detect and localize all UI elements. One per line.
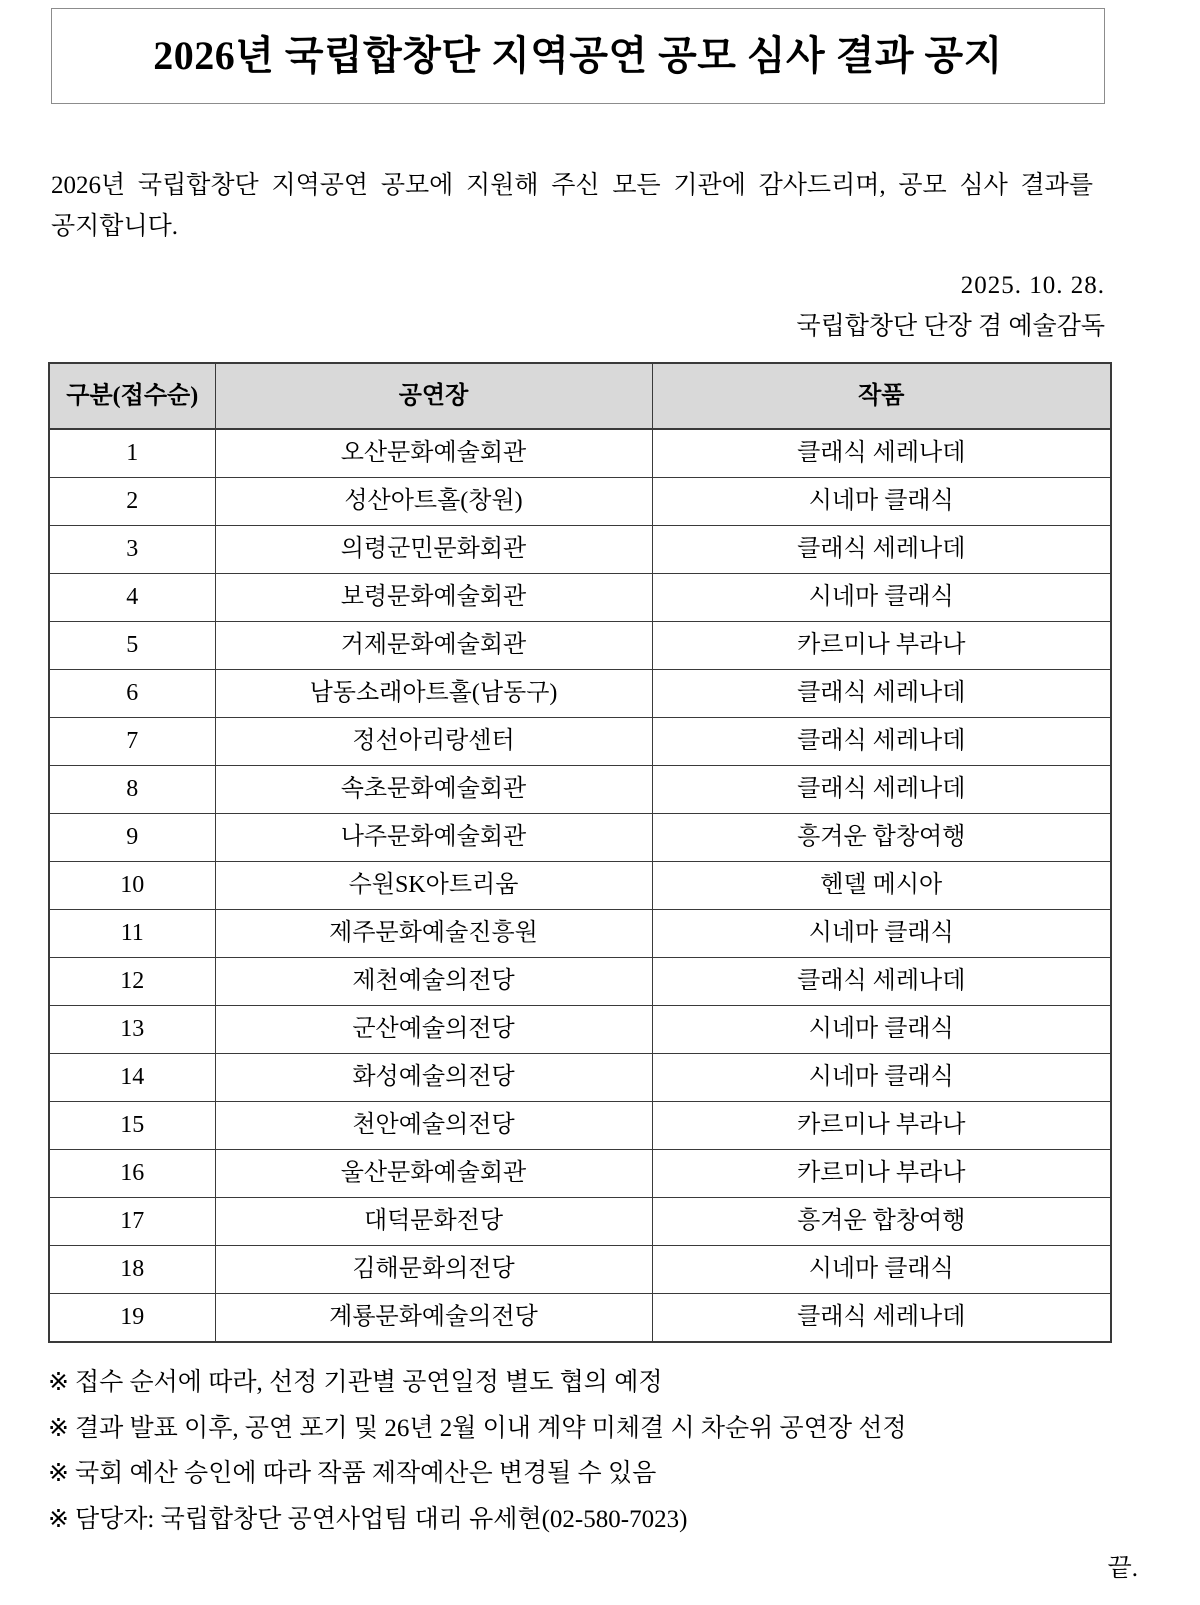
table-row bbox=[49, 1246, 1111, 1294]
table-row bbox=[49, 718, 1111, 766]
cell-no: 12 bbox=[49, 958, 215, 1006]
table-row bbox=[49, 1150, 1111, 1198]
note-bullet-icon: ※ bbox=[48, 1369, 69, 1396]
selection-result-table bbox=[48, 362, 1112, 1343]
cell-work: 카르미나 부라나 bbox=[652, 622, 1111, 670]
cell-work: 클래식 세레나데 bbox=[652, 429, 1111, 478]
cell-no: 2 bbox=[49, 478, 215, 526]
note-item bbox=[48, 1451, 1108, 1497]
cell-no: 19 bbox=[49, 1294, 215, 1343]
cell-work: 클래식 세레나데 bbox=[652, 766, 1111, 814]
cell-work: 클래식 세레나데 bbox=[652, 718, 1111, 766]
column-header-venue: 공연장 bbox=[215, 363, 652, 429]
cell-venue: 김해문화의전당 bbox=[215, 1246, 652, 1294]
cell-no: 1 bbox=[49, 429, 215, 478]
cell-no: 5 bbox=[49, 622, 215, 670]
note-bullet-icon: ※ bbox=[48, 1505, 69, 1533]
cell-work: 시네마 클래식 bbox=[652, 574, 1111, 622]
end-mark: 끝. bbox=[1107, 1555, 1138, 1582]
cell-work: 흥겨운 합창여행 bbox=[652, 1198, 1111, 1246]
table-row bbox=[49, 429, 1111, 478]
cell-venue: 군산예술의전당 bbox=[215, 1006, 652, 1054]
cell-work: 시네마 클래식 bbox=[652, 910, 1111, 958]
notice-date: 2025. 10. 28. bbox=[960, 272, 1105, 299]
notice-signer: 국립합창단 단장 겸 예술감독 bbox=[796, 313, 1105, 341]
table-row bbox=[49, 1054, 1111, 1102]
table-row bbox=[49, 478, 1111, 526]
cell-work: 클래식 세레나데 bbox=[652, 958, 1111, 1006]
cell-work: 클래식 세레나데 bbox=[652, 526, 1111, 574]
cell-no: 11 bbox=[49, 910, 215, 958]
table-row bbox=[49, 1006, 1111, 1054]
column-header-no: 구분(접수순) bbox=[49, 363, 215, 429]
table-row bbox=[49, 862, 1111, 910]
cell-work: 흥겨운 합창여행 bbox=[652, 814, 1111, 862]
cell-venue: 계룡문화예술의전당 bbox=[215, 1294, 652, 1343]
cell-work: 클래식 세레나데 bbox=[652, 1294, 1111, 1343]
cell-no: 6 bbox=[49, 670, 215, 718]
cell-no: 13 bbox=[49, 1006, 215, 1054]
cell-venue: 오산문화예술회관 bbox=[215, 429, 652, 478]
cell-venue: 보령문화예술회관 bbox=[215, 574, 652, 622]
cell-venue: 대덕문화전당 bbox=[215, 1198, 652, 1246]
cell-work: 클래식 세레나데 bbox=[652, 670, 1111, 718]
cell-work: 시네마 클래식 bbox=[652, 1246, 1111, 1294]
cell-no: 16 bbox=[49, 1150, 215, 1198]
cell-no: 14 bbox=[49, 1054, 215, 1102]
intro-paragraph: 2026년 국립합창단 지역공연 공모에 지원해 주신 모든 기관에 감사드리며, 공모 심사 결과를 공지합니다. bbox=[51, 172, 1093, 241]
notes-list bbox=[48, 1360, 1108, 1542]
cell-venue: 화성예술의전당 bbox=[215, 1054, 652, 1102]
note-text: 국회 예산 승인에 따라 작품 제작예산은 변경될 수 있음 bbox=[74, 1460, 657, 1487]
table-row bbox=[49, 1102, 1111, 1150]
note-bullet-icon: ※ bbox=[48, 1414, 69, 1442]
note-item bbox=[48, 1497, 1108, 1543]
cell-work: 시네마 클래식 bbox=[652, 478, 1111, 526]
cell-venue: 수원SK아트리움 bbox=[215, 862, 652, 910]
table-body bbox=[49, 429, 1111, 1342]
cell-venue: 정선아리랑센터 bbox=[215, 718, 652, 766]
cell-venue: 남동소래아트홀(남동구) bbox=[215, 670, 652, 718]
table-row bbox=[49, 766, 1111, 814]
page-title: 2026년 국립합창단 지역공연 공모 심사 결과 공지 bbox=[153, 33, 1003, 78]
table-row bbox=[49, 910, 1111, 958]
cell-venue: 속초문화예술회관 bbox=[215, 766, 652, 814]
note-text: 접수 순서에 따라, 선정 기관별 공연일정 별도 협의 예정 bbox=[74, 1369, 663, 1396]
cell-venue: 성산아트홀(창원) bbox=[215, 478, 652, 526]
cell-no: 17 bbox=[49, 1198, 215, 1246]
cell-no: 10 bbox=[49, 862, 215, 910]
note-item bbox=[48, 1406, 1108, 1452]
signoff-block bbox=[796, 265, 1105, 348]
table-row bbox=[49, 814, 1111, 862]
table-row bbox=[49, 574, 1111, 622]
cell-venue: 천안예술의전당 bbox=[215, 1102, 652, 1150]
cell-venue: 거제문화예술회관 bbox=[215, 622, 652, 670]
cell-venue: 제주문화예술진흥원 bbox=[215, 910, 652, 958]
cell-work: 카르미나 부라나 bbox=[652, 1102, 1111, 1150]
title-box bbox=[51, 8, 1105, 104]
table-row bbox=[49, 526, 1111, 574]
table-row bbox=[49, 958, 1111, 1006]
table-header-row bbox=[49, 363, 1111, 429]
cell-venue: 의령군민문화회관 bbox=[215, 526, 652, 574]
table-row bbox=[49, 622, 1111, 670]
cell-venue: 나주문화예술회관 bbox=[215, 814, 652, 862]
cell-no: 18 bbox=[49, 1246, 215, 1294]
cell-work: 시네마 클래식 bbox=[652, 1054, 1111, 1102]
cell-no: 9 bbox=[49, 814, 215, 862]
note-bullet-icon: ※ bbox=[48, 1460, 69, 1487]
cell-no: 3 bbox=[49, 526, 215, 574]
cell-work: 헨델 메시아 bbox=[652, 862, 1111, 910]
table-row bbox=[49, 1294, 1111, 1343]
cell-no: 8 bbox=[49, 766, 215, 814]
note-text: 담당자: 국립합창단 공연사업팀 대리 유세현(02-580-7023) bbox=[74, 1505, 688, 1533]
column-header-work: 작품 bbox=[652, 363, 1111, 429]
cell-no: 15 bbox=[49, 1102, 215, 1150]
cell-venue: 울산문화예술회관 bbox=[215, 1150, 652, 1198]
note-item bbox=[48, 1360, 1108, 1406]
cell-no: 7 bbox=[49, 718, 215, 766]
cell-no: 4 bbox=[49, 574, 215, 622]
cell-work: 시네마 클래식 bbox=[652, 1006, 1111, 1054]
cell-work: 카르미나 부라나 bbox=[652, 1150, 1111, 1198]
cell-venue: 제천예술의전당 bbox=[215, 958, 652, 1006]
table-row bbox=[49, 670, 1111, 718]
table-row bbox=[49, 1198, 1111, 1246]
note-text: 결과 발표 이후, 공연 포기 및 26년 2월 이내 계약 미체결 시 차순위 공연장 선정 bbox=[74, 1414, 907, 1442]
